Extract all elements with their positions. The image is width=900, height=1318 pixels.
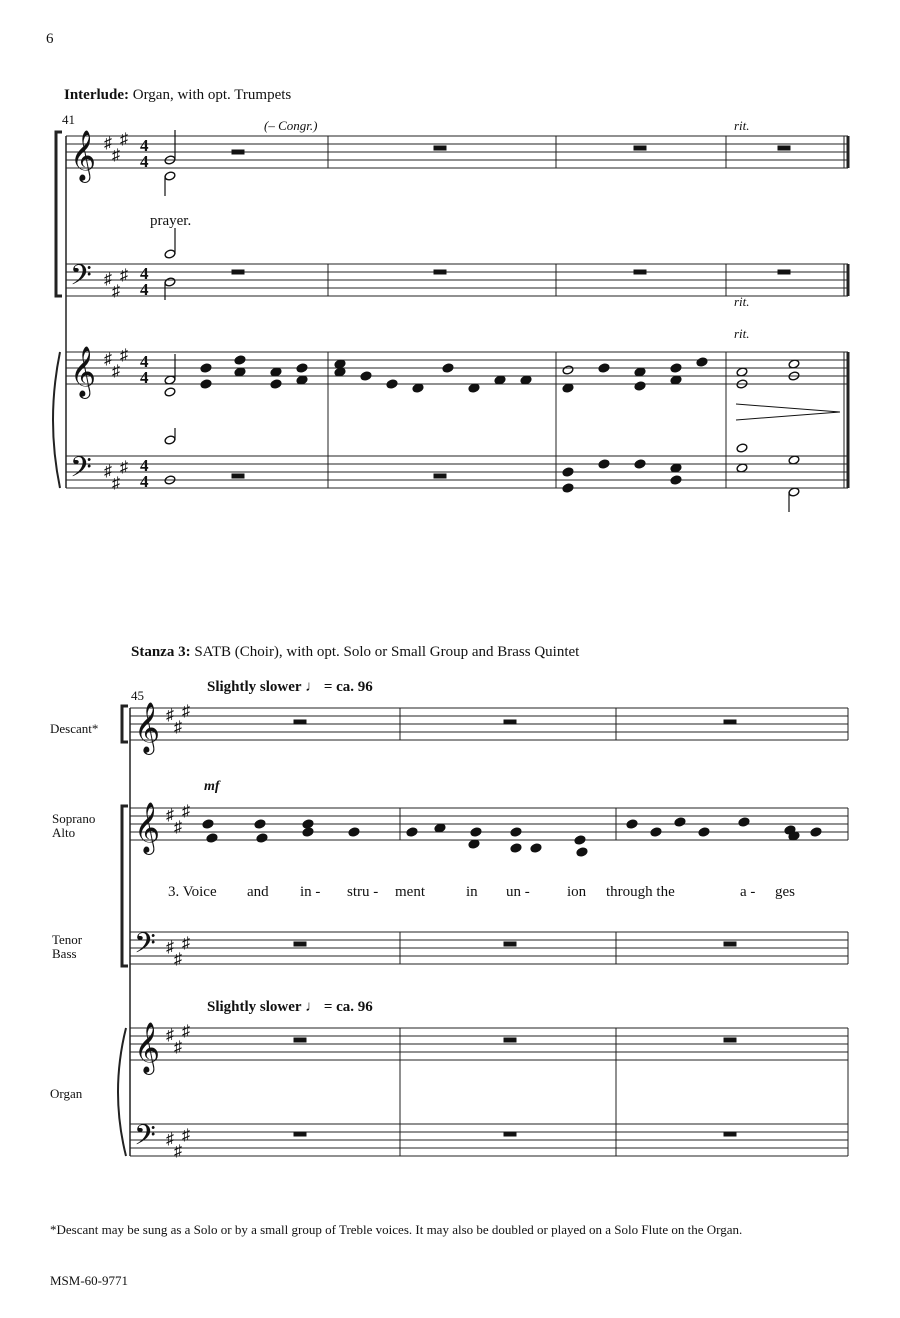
note [206,833,218,843]
note [164,387,176,397]
note [510,843,522,853]
note [510,827,522,837]
whole-rest [294,1038,306,1042]
time-sig-top: 4 [140,264,149,283]
sharp-icon: ♯ [104,135,112,152]
whole-rest [634,146,646,150]
organ-brace [53,352,60,488]
sharp-icon: ♯ [166,939,174,956]
lyric-7: un - [506,884,530,900]
choir-bracket [56,132,62,296]
label-soprano: Soprano [52,811,96,826]
whole-rest [434,146,446,150]
note [270,379,282,389]
lyric-5: ment [395,884,425,900]
note [406,827,418,837]
note [234,355,246,365]
tempo-text-organ: Slightly slower [207,999,302,1015]
note [634,459,646,469]
whole-rest [294,1132,306,1136]
note [562,483,574,493]
whole-rest [232,474,244,478]
sharp-icon: ♯ [174,951,182,968]
whole-rest [434,270,446,274]
note [296,363,308,373]
organ-brace-stanza [118,1028,126,1156]
label-bass: Bass [52,946,77,961]
note [256,833,268,843]
note [626,819,638,829]
sharp-icon: ♯ [182,1023,190,1040]
sharp-icon: ♯ [174,1143,182,1160]
tempo-value-organ: = ca. 96 [323,999,373,1015]
note [670,363,682,373]
sharp-icon: ♯ [112,363,120,380]
time-sig-bottom: 4 [140,152,149,171]
note [670,475,682,485]
sharp-icon: ♯ [182,1127,190,1144]
note [200,379,212,389]
note [202,819,214,829]
rit-mark-1: rit. [734,118,750,133]
interlude-heading-label: Interlude: [64,87,129,103]
whole-rest [232,150,244,154]
bass-clef-icon: 𝄢 [70,259,92,299]
time-sig-bottom: 4 [140,368,149,387]
note [164,277,176,287]
note [200,363,212,373]
lyric-3: in - [300,884,321,900]
congr-mark: (– Congr.) [264,118,318,133]
time-sig-top: 4 [140,456,149,475]
label-descant: Descant* [50,721,99,736]
lyric-2: and [247,884,269,900]
treble-clef-icon: 𝄞 [134,702,161,753]
footnote: *Descant may be sung as a Solo or by a small group of Treble voices. It may also be doubled or played on a Solo Flute on the Organ. [50,1222,743,1237]
interlude-heading-text: Organ, with opt. Trumpets [132,87,292,103]
tempo-text: Slightly slower [207,679,302,695]
measure-number-41: 41 [62,112,75,127]
note [302,827,314,837]
catalog-number: MSM-60-9771 [50,1273,129,1288]
note [164,249,176,259]
bass-clef-icon: 𝄢 [134,927,156,967]
label-organ: Organ [50,1086,83,1101]
bass-clef-icon: 𝄢 [70,451,92,491]
whole-rest [724,720,736,724]
page-number: 6 [46,31,54,47]
sharp-icon: ♯ [166,807,174,824]
stanza3-heading-label: Stanza 3: [131,644,191,660]
sharp-icon: ♯ [174,819,182,836]
decrescendo-hairpin [736,412,840,420]
note [470,827,482,837]
tempo-value: = ca. 96 [323,679,373,695]
note [736,443,748,453]
stanza3-heading-text: SATB (Choir), with opt. Solo or Small Group and Brass Quintet [194,644,580,660]
whole-rest [434,474,446,478]
whole-rest [294,942,306,946]
whole-rest [504,942,516,946]
whole-rest [634,270,646,274]
sharp-icon: ♯ [120,347,128,364]
dynamic-mf: mf [204,779,220,794]
note [164,435,176,445]
whole-rest [724,1038,736,1042]
lyric-10: a - [740,884,756,900]
whole-rest [504,1038,516,1042]
treble-clef-icon: 𝄞 [70,346,97,397]
whole-rest [724,1132,736,1136]
note [650,827,662,837]
sharp-icon: ♯ [104,351,112,368]
whole-rest [778,270,790,274]
lyric-4: stru - [347,884,379,900]
rit-mark-3: rit. [734,326,750,341]
sharp-icon: ♯ [104,271,112,288]
lyric-1: 3. Voice [168,884,217,900]
sharp-icon: ♯ [166,707,174,724]
sharp-icon: ♯ [120,267,128,284]
note [576,847,588,857]
lyric-8: ion [567,884,587,900]
note [674,817,686,827]
sharp-icon: ♯ [182,703,190,720]
quarter-note-icon: ♩ [305,999,321,1015]
note [598,363,610,373]
sharp-icon: ♯ [166,1027,174,1044]
note [530,843,542,853]
sharp-icon: ♯ [112,283,120,300]
whole-rest [724,942,736,946]
treble-clef-icon: 𝄞 [134,802,161,853]
note [164,171,176,181]
sharp-icon: ♯ [112,475,120,492]
bass-clef-icon: 𝄢 [134,1119,156,1159]
descant-bracket [122,706,128,742]
whole-rest [294,720,306,724]
whole-rest [504,720,516,724]
note [810,827,822,837]
whole-rest [778,146,790,150]
time-sig-top: 4 [140,352,149,371]
whole-rest [504,1132,516,1136]
lyric-6: in [466,884,478,900]
lyric-9: through the [606,884,675,900]
time-sig-bottom: 4 [140,472,149,491]
note [562,365,574,375]
note [360,371,372,381]
quarter-note-icon: ♩ [305,679,321,695]
note [574,835,586,845]
rit-mark-2: rit. [734,294,750,309]
sharp-icon: ♯ [104,463,112,480]
satb-bracket [122,806,128,966]
note [562,467,574,477]
note [386,379,398,389]
sharp-icon: ♯ [174,719,182,736]
note [698,827,710,837]
note [302,819,314,829]
sharp-icon: ♯ [166,1131,174,1148]
lyric-11: ges [775,884,795,900]
sharp-icon: ♯ [174,1039,182,1056]
whole-rest [232,270,244,274]
note [598,459,610,469]
note [738,817,750,827]
label-alto: Alto [52,825,76,840]
sharp-icon: ♯ [112,147,120,164]
treble-clef-icon: 𝄞 [70,130,97,181]
sharp-icon: ♯ [120,131,128,148]
sharp-icon: ♯ [182,935,190,952]
interlude-lyric: prayer. [150,213,192,229]
decrescendo-hairpin [736,404,840,412]
measure-number-45: 45 [131,688,144,703]
time-sig-top: 4 [140,136,149,155]
note [634,381,646,391]
sharp-icon: ♯ [182,803,190,820]
note [696,357,708,367]
note [442,363,454,373]
label-tenor: Tenor [52,932,83,947]
note [254,819,266,829]
treble-clef-icon: 𝄞 [134,1022,161,1073]
sharp-icon: ♯ [120,459,128,476]
note [348,827,360,837]
time-sig-bottom: 4 [140,280,149,299]
